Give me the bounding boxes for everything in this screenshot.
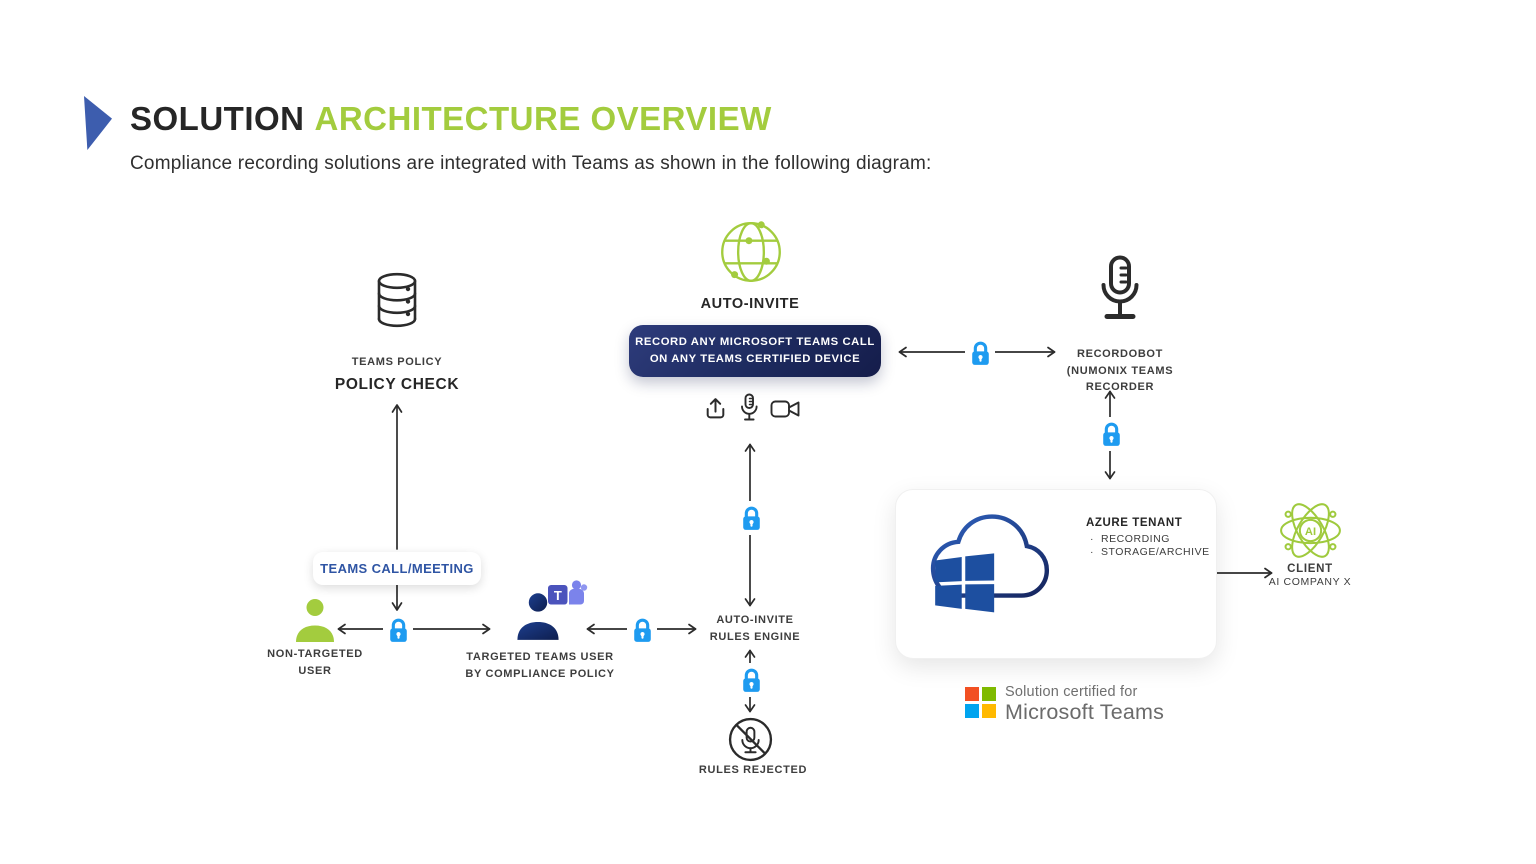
rules-engine-label: AUTO-INVITE RULES ENGINE xyxy=(709,614,801,643)
ms-logo-green-square xyxy=(982,687,996,701)
lock-icon-device-rules xyxy=(736,501,766,535)
targeted-user-label: TARGETED TEAMS USER BY COMPLIANCE POLICY xyxy=(465,651,615,680)
rules-rejected-label: RULES REJECTED xyxy=(698,764,808,776)
auto-invite-label: AUTO-INVITE xyxy=(700,296,800,312)
azure-bullet-recording: · RECORDING xyxy=(1090,533,1170,545)
lock-icon-badge-recordobot xyxy=(965,336,995,370)
record-badge xyxy=(629,325,881,377)
lock-icon-call-meeting xyxy=(383,613,413,647)
lock-icon-recordobot-azure xyxy=(1096,417,1126,451)
ms-logo-yellow-square xyxy=(982,704,996,718)
teams-call-meeting-pill: TEAMS CALL/MEETING xyxy=(313,552,481,585)
teams-policy-label: TEAMS POLICY xyxy=(351,356,443,368)
svg-text:AI: AI xyxy=(1304,525,1317,538)
recordobot-label: RECORDOBOT (NUMONIX TEAMS RECORDER xyxy=(1066,348,1174,393)
page-title-black: SOLUTION xyxy=(130,100,305,137)
non-targeted-user-icon xyxy=(291,598,339,642)
ms-logo-red-square xyxy=(965,687,979,701)
arrow-nontargeted-to-targeted xyxy=(335,622,493,636)
svg-text:T: T xyxy=(553,587,562,603)
policy-check-label: POLICY CHECK xyxy=(334,376,460,393)
non-targeted-user-label: NON-TARGETED USER xyxy=(267,648,363,677)
record-badge-line1: RECORD ANY MICROSOFT TEAMS CALL xyxy=(635,336,875,349)
azure-bullet-storage: · STORAGE/ARCHIVE xyxy=(1090,546,1210,558)
page-subtitle: Compliance recording solutions are integrated with Teams as shown in the following diagram: xyxy=(130,153,932,174)
azure-tenant-title: AZURE TENANT xyxy=(1086,517,1183,529)
certification-line1: Solution certified for xyxy=(1005,684,1138,700)
database-icon xyxy=(371,272,423,330)
certification-line2: Microsoft Teams xyxy=(1005,700,1165,724)
microphone-icon xyxy=(737,393,761,424)
client-sublabel: AI COMPANY X xyxy=(1268,576,1352,588)
mic-off-icon xyxy=(727,716,774,763)
arrow-call-to-policycheck xyxy=(390,401,404,551)
microsoft-logo-icon xyxy=(965,687,996,718)
globe-network-icon xyxy=(713,214,789,290)
video-camera-icon xyxy=(770,398,801,420)
lock-icon-rules-rejected xyxy=(736,663,766,697)
page-title xyxy=(130,100,772,138)
upload-icon xyxy=(703,396,728,421)
recordobot-microphone-icon xyxy=(1098,255,1142,329)
ms-logo-blue-square xyxy=(965,704,979,718)
page-title-green: ARCHITECTURE OVERVIEW xyxy=(314,100,772,137)
teams-logo-icon xyxy=(547,578,589,612)
arrow-pill-to-lock xyxy=(390,585,404,614)
ai-atom-icon xyxy=(1274,494,1347,567)
client-label: CLIENT xyxy=(1287,563,1333,575)
record-badge-line2: ON ANY TEAMS CERTIFIED DEVICE xyxy=(649,353,861,365)
header-chevron-icon xyxy=(84,96,112,150)
azure-cloud-windows-icon xyxy=(912,498,1070,632)
lock-icon-targeted-rules xyxy=(627,613,657,647)
